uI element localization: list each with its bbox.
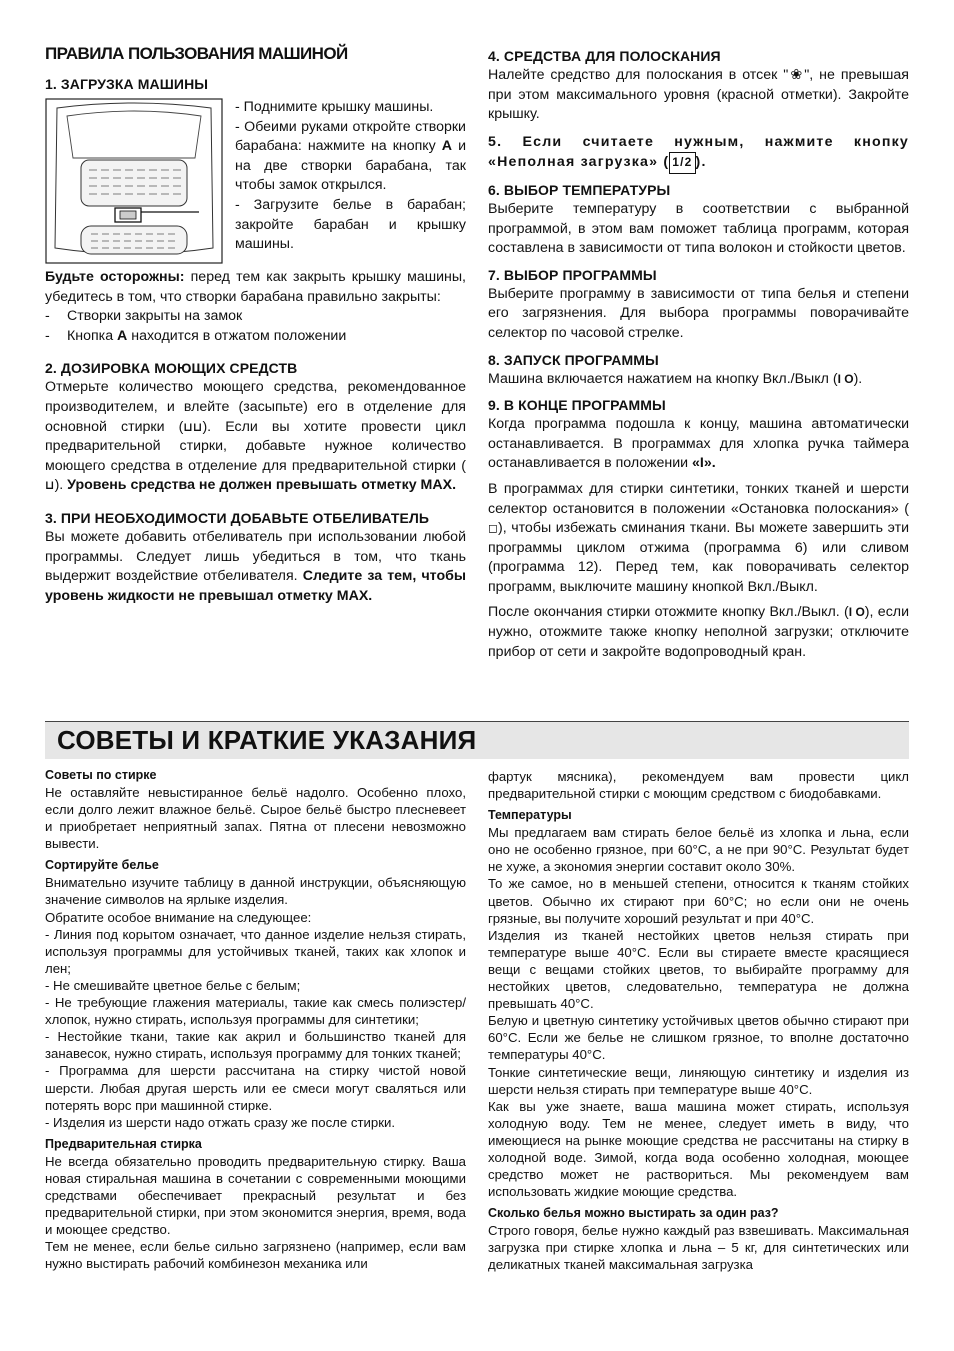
section-1 (45, 98, 466, 346)
section-3-text: Вы можете добавить отбеливатель при использовании любой программы. Следует лишь убедиться в том, что ткань выдержит воздействие отбеливателя. Следите за тем, чтобы уровень жидкости не превышал отметку MAX. (45, 528, 466, 604)
check-item-1: - Створки закрыты на замок (45, 308, 243, 325)
tips-temp-paragraph: Мы предлагаем вам стирать белое бельё из хлопка и льна, если оно не особенно грязное, при 60°C, а не при 90°C. Результат будет не хуже, а экономия энергии составит около 30%. (488, 825, 909, 875)
tips-temp-paragraph: Тонкие синтетические вещи, линяющую синтетику и изделия из шерсти нельзя стирать при температуре выше 40°C. (488, 1064, 909, 1097)
section-7-text: Выберите программу в зависимости от типа белья и степени его загрязнения. Для выбора программы поворачивайте селектор по часовой стрелке. (488, 285, 909, 341)
prewash-icon: ⊔ (45, 478, 55, 493)
s1-item-1: - Поднимите крышку машины. (235, 99, 434, 115)
section-4-title: 4. СРЕДСТВА ДЛЯ ПОЛОСКАНИЯ (488, 48, 721, 64)
section-7-title: 7. ВЫБОР ПРОГРАММЫ (488, 266, 657, 283)
tips-heading-sort: Сортируйте белье (45, 858, 159, 873)
tips-list-item: - Изделия из шерсти надо отжать сразу же после стирки. (45, 1114, 395, 1130)
main-wash-icon: ⊔⊔ (183, 419, 203, 434)
tips-banner (45, 721, 909, 759)
tips-temp-paragraph: Как вы уже знаете, ваша машина может стирать, используя холодную воду. Тем не менее, следует иметь в виду, что имеющиеся на рынке моющие средства не рассчитаны на стирку в холодной воде. Зимой, когда вода особенно холодная, моющее средство может не раствориться. Мы рекомендуем вам использовать жидкие моющие средства. (488, 1098, 909, 1200)
tips-list-item: - Нестойкие ткани, такие как акрил и большинство тканей для занавесок, нужно стирать, используя программу для тонких тканей; (45, 1029, 466, 1062)
section-9-title: 9. В КОНЦЕ ПРОГРАММЫ (488, 397, 666, 414)
section-1-title: 1. ЗАГРУЗКА МАШИНЫ (45, 76, 209, 92)
rinse-hold-icon: ◻ (488, 521, 498, 536)
section-4-text: Налейте средство для полоскания в отсек "❀", не превышая при этом максимального уровня (красной отметки). Закройте крышку. (488, 67, 909, 123)
tips-paragraph-prewash-2: Тем не менее, если белье сильно загрязнено (например, если вам нужно выстирать рабочий комбинезон механика или (45, 1239, 466, 1272)
tips-list-item: - Программа для шерсти рассчитана на стирку чистой новой шерсти. Любая другая шерсть или ее смеси могут сваляться или потерять ворс при машинной стирке. (45, 1063, 466, 1113)
section-2-text: Отмерьте количество моющего средства, рекомендованное производителем, и влейте (засыпьте) его в отделение для основной стирки (⊔⊔). Если вы хотите провести цикл предварительной стирки, добавьте нужное количество моющего средства в отделение для предварительной стирки (⊔). Уровень средства не должен превышать отметку MAX. (45, 378, 466, 496)
tips-heading-load: Сколько белья можно выстирать за один раз? (488, 1206, 779, 1221)
tips-paragraph-sort: Внимательно изучите таблицу в данной инструкции, объясняющую значение символов на ярлыке изделия. (45, 875, 466, 908)
tips-heading-prewash: Предварительная стирка (45, 1136, 202, 1151)
section-6-text: Выберите температуру в соответствии с выбранной программой, в этом вам поможет таблица программ, которая составлена в зависимости от типа волокон и стойкости цветов. (488, 200, 909, 257)
tips-temp-paragraph: Изделия из тканей нестойких цветов нельзя стирать при температуре выше 40°C. Если вы стираете вместе красящиеся вещи с вещами стойких цветов, то выбирайте программу для нестойких цветов, следовательно, температура не должна превышать 40°C. (488, 927, 909, 1012)
section-8-text: Машина включается нажатием на кнопку Вкл./Выкл (I O). (488, 370, 909, 390)
section-9-paragraph-3: После окончания стирки отожмите кнопку Вкл./Выкл. (I O), если нужно, отожмите также кнопку неполной загрузки; отключите прибор от сети и закройте водопроводный кран. (488, 604, 909, 660)
tips-temp-paragraph: Белую и цветную синтетику устойчивых цветов обычно стирают при 60°C. Если же белье не слишком грязное, то вполне достаточно температуры 40°C. (488, 1013, 909, 1063)
tips-paragraph-washing: Не оставляйте невыстиранное бельё надолго. Особенно плохо, если долго лежит влажное бельё. Сырое бельё быстро плесневеет и приобретает неприятный запах. Пятна от плесени невозможно вывести. (45, 785, 466, 852)
caution-paragraph: Будьте осторожны: перед тем как закрыть крышку машины, убедитесь в том, что створки барабана правильно закрыты: (45, 269, 467, 305)
tips-paragraph-continued: фартук мясника), рекомендуем вам провести цикл предварительной стирки с моющим средством с биодобавками. (488, 769, 909, 802)
tips-temp-paragraph: То же самое, но в меньшей степени, относится к тканям стойких цветов. Обычно их стирают при 60°C; но если они не очень грязные, вы получите хороший результат и при 40°C. (488, 876, 909, 926)
tips-paragraph-prewash: Не всегда обязательно проводить предварительную стирку. Ваша новая стиральная машина в сочетании с современными моющими средствами обеспечивает прекрасный результат и без предварительной стирки, при этом экономится энергия, время, вода и моющее средство. (45, 1153, 466, 1238)
section-6-title: 6. ВЫБОР ТЕМПЕРАТУРЫ (488, 181, 671, 198)
section-8-title: 8. ЗАПУСК ПРОГРАММЫ (488, 351, 659, 368)
s1-item-3: - Загрузите белье в барабан; закройте барабан и крышку машины. (235, 196, 466, 253)
tips-list-item: - Линия под корытом означает, что данное изделие нельзя стирать, используя программы для устойчивых тканей, таких как хлопок и лен; (45, 926, 466, 976)
tips-paragraph-sort-b: Обратите особое внимание на следующее: (45, 909, 312, 925)
main-title: ПРАВИЛА ПОЛЬЗОВАНИЯ МАШИНОЙ (45, 44, 348, 63)
section-2-title: 2. ДОЗИРОВКА МОЮЩИХ СРЕДСТВ (45, 360, 298, 377)
power-icon: I O (848, 605, 865, 620)
left-column (45, 44, 466, 606)
banner-title: СОВЕТЫ И КРАТКИЕ УКАЗАНИЯ (57, 725, 477, 755)
tips-heading-washing: Советы по стирке (45, 768, 157, 782)
half-load-icon: 1/2 (669, 152, 695, 174)
check-item-2: - Кнопка A находится в отжатом положении (45, 327, 347, 344)
section-5-text: 5. Если считаете нужным, нажмите кнопку «Неполная загрузка» ( 1/2 ). (488, 133, 909, 174)
tips-load-paragraph: Строго говоря, белье нужно каждый раз взвешивать. Максимальная загрузка при стирке хлопка и льна – 5 кг, для синтетических или деликатных тканей максимальная загрузка (488, 1223, 909, 1273)
tips-list-item: - Не смешивайте цветное белье с белым; (45, 977, 301, 993)
section-9-paragraph-1: Когда программа подошла к концу, машина автоматически останавливается. В программах для хлопка ручка таймера останавливается в положении «I». (488, 416, 909, 472)
s1-item-2: - Обеими руками откройте створки барабана: нажмите на кнопку A и на две створки барабана, так чтобы замок открылся. (235, 118, 466, 194)
section-9-paragraph-2: В программах для стирки синтетики, тонких тканей и шерсти селектор остановится в положении «Остановка полоскания» (◻), чтобы избежать сминания ткани. Вы можете завершить эти программы циклом отжима (программа 6) или сливом (программа 12). Перед тем, как поворачивать селектор программ, выключите машину кнопкой Вкл./Выкл. (488, 480, 909, 595)
tips-left-column (45, 768, 466, 1272)
tips-right-column (488, 768, 909, 1274)
tips-heading-temperatures: Температуры (488, 808, 572, 823)
drum-illustration (45, 98, 223, 264)
right-column (488, 48, 909, 662)
tips-list-item: - Не требующие глажения материалы, такие как смесь полиэстер/хлопок, нужно стирать, используя программы для синтетики; (45, 995, 466, 1028)
section-3-title: 3. ПРИ НЕОБХОДИМОСТИ ДОБАВЬТЕ ОТБЕЛИВАТЕЛЬ (45, 509, 430, 526)
power-icon: I O (837, 371, 854, 386)
